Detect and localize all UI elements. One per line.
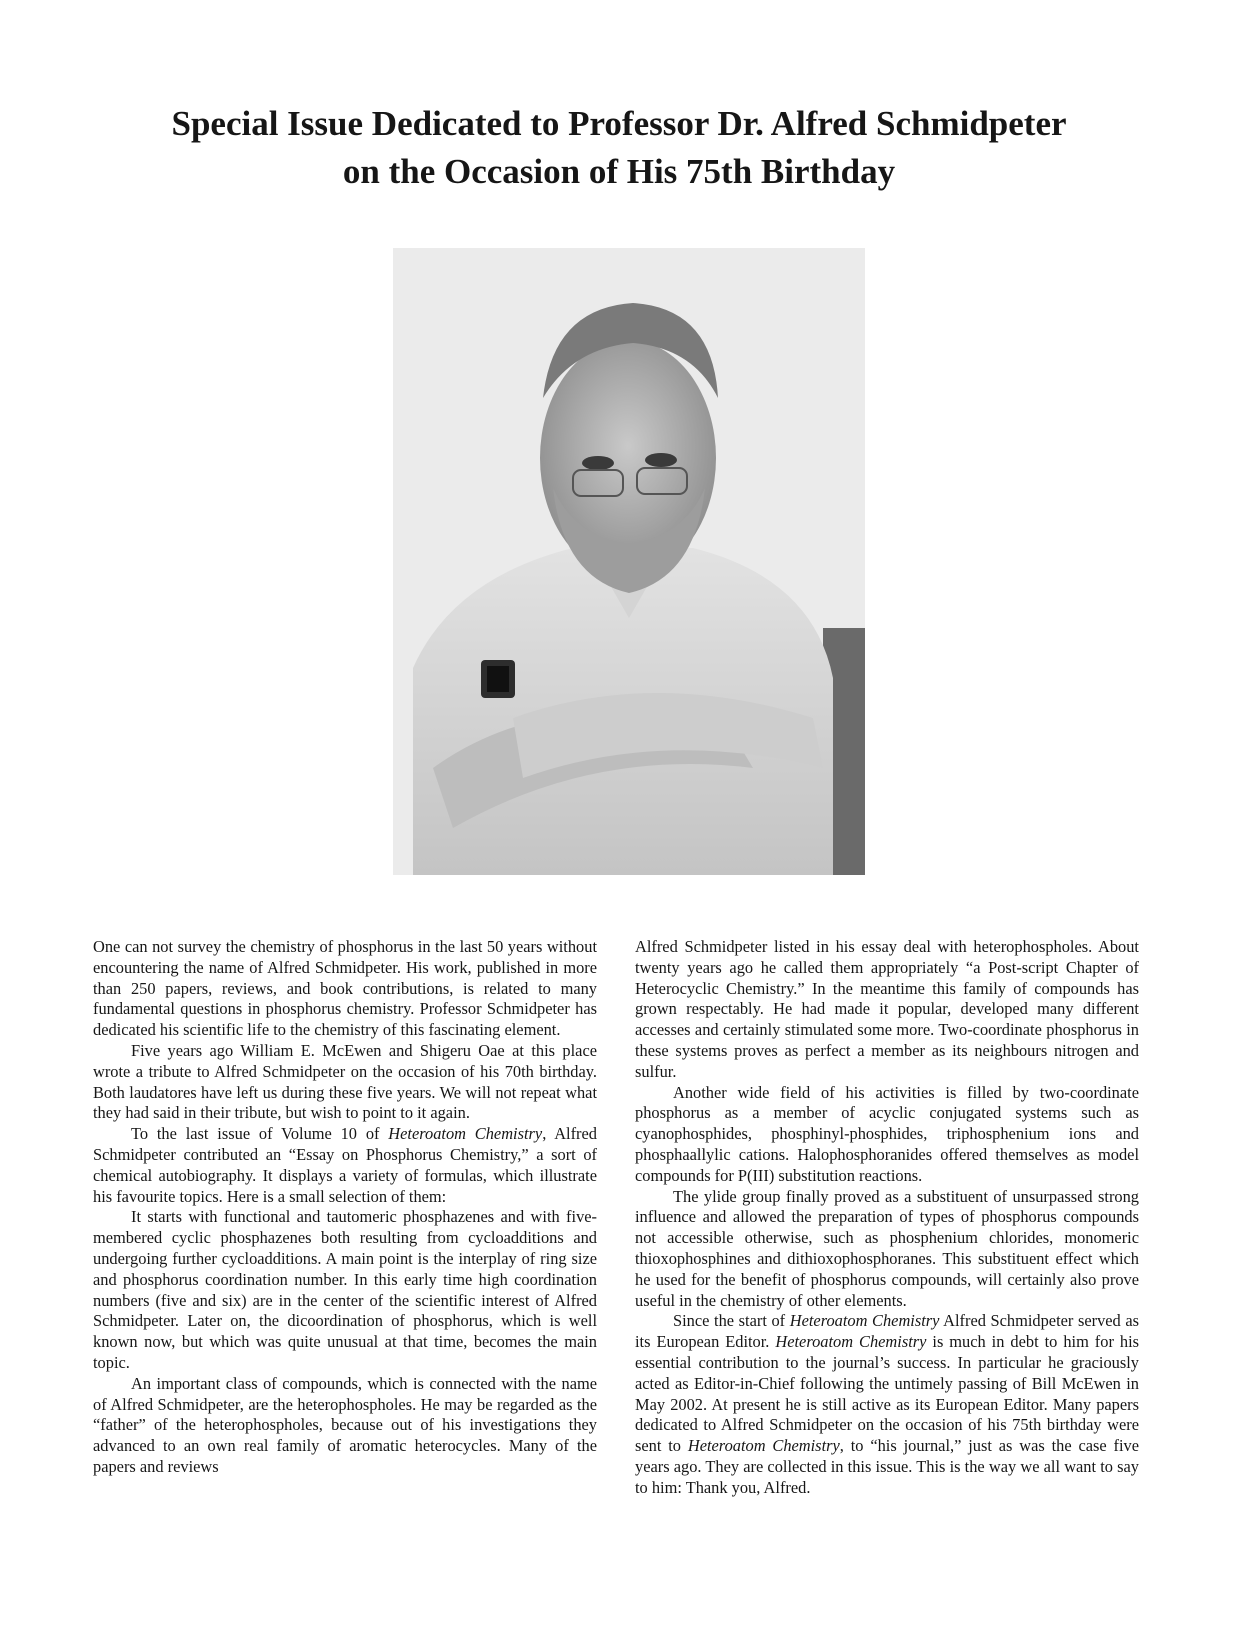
paragraph — [635, 1311, 1139, 1498]
paragraph-text: Alfred Schmidpeter listed in his essay deal with heterophospholes. About twenty years ago he called them appropriately “a Post-script Chapter of Heterocyclic Chemistry.” In the meantime this family of compounds has grown respectably. He had made it popular, developed many different accesses and certainly stimulated some more. Two-coordinate phosphorus in these systems proves as perfect a member as its neighbours nitrogen and sulfur. — [635, 937, 1139, 1081]
paragraph-text: An important class of compounds, which is connected with the name of Alfred Schmidpeter, are the heterophospholes. He may be regarded as the “father” of the heterophospholes, because out of his investigations they advanced to an own real family of aromatic heterocycles. Many of the papers and reviews — [93, 1373, 597, 1476]
title-line-1: Special Issue Dedicated to Professor Dr. Alfred Schmidpeter — [171, 104, 1067, 143]
paragraph — [93, 1041, 597, 1124]
right-column — [635, 937, 1139, 1499]
paragraph — [635, 1187, 1139, 1312]
paragraph — [635, 1083, 1139, 1187]
paragraph — [93, 937, 597, 1041]
paragraph-text: , Alfred Schmidpeter contributed an “Essay on Phosphorus Chemistry,” a sort of chemical autobiography. It displays a variety of formulas, which illustrate his favourite topics. Here is a small selection of them: — [93, 1124, 597, 1206]
paragraph — [93, 1374, 597, 1478]
title-line-2: on the Occasion of His 75th Birthday — [342, 152, 896, 191]
portrait-illustration — [393, 248, 865, 875]
italic-journal-name: Heteroatom Chemistry — [789, 1311, 940, 1331]
italic-journal-name: Heteroatom Chemistry — [687, 1436, 840, 1456]
paragraph-text: One can not survey the chemistry of phosphorus in the last 50 years without encountering the name of Alfred Schmidpeter. His work, published in more than 250 papers, reviews, and book contributions, is related to many fundamental questions in phosphorus chemistry. Professor Schmidpeter has dedicated his scientific life to the chemistry of this fascinating element. — [93, 937, 597, 1040]
italic-journal-name: Heteroatom Chemistry — [775, 1332, 927, 1352]
paragraph-text: Another wide field of his activities is filled by two-coordinate phosphorus as a member of acyclic conjugated systems such as cyanophosphides, phosphinyl-phosphides, triphosphenium ions and phosphaallylic cations. Halophosphoranides offered themselves as model compounds for P(III) substitution reactions. — [635, 1082, 1139, 1185]
paragraph-text: , to “his journal,” just as was the case five years ago. They are collected in this issue. This is the way we all want to say to him: Thank you, Alfred. — [635, 1436, 1139, 1497]
paragraph — [635, 937, 1139, 1083]
paragraph-text: is much in debt to him for his essential contribution to the journal’s success. In particular he graciously acted as Editor-in-Chief following the untimely passing of Bill McEwen in May 2002. At present he is still active as its European Editor. Many papers dedicated to Alfred Schmidpeter on the occasion of his 75th birthday were sent to — [635, 1332, 1139, 1456]
left-column — [93, 937, 597, 1478]
portrait-photo — [393, 248, 865, 875]
paragraph-text: Since the start of — [673, 1311, 790, 1331]
paragraph-text: It starts with functional and tautomeric phosphazenes and with five-membered cyclic phosphazenes both resulting from cycloadditions and undergoing further cycloadditions. A main point is the interplay of ring size and phosphorus coordination number. In this early time high coordination numbers (five and six) are in the center of the scientific interest of Alfred Schmidpeter. Later on, the dicoordination of phosphorus, which is well known now, but which was quite unusual at that time, becomes the main topic. — [93, 1207, 597, 1372]
paragraph-text: Five years ago William E. McEwen and Shigeru Oae at this place wrote a tribute to Alfred Schmidpeter on the occasion of his 70th birthday. Both laudatores have left us during these five years. We will not repeat what they had said in their tribute, but wish to point to it again. — [93, 1040, 597, 1123]
paragraph-text: The ylide group finally proved as a substituent of unsurpassed strong influence and allowed the preparation of types of phosphorus compounds not accessible otherwise, such as phosphenium chlorides, monomeric thioxophosphines and dithioxophosphoranes. This substituent effect which he used for the benefit of phosphorus compounds, will certainly also prove useful in the chemistry of other elements. — [635, 1186, 1139, 1310]
paragraph — [93, 1207, 597, 1373]
paragraph — [93, 1124, 597, 1207]
italic-journal-name: Heteroatom Chemistry — [388, 1124, 543, 1144]
article-title — [60, 100, 1178, 196]
paragraph-text: Alfred Schmidpeter served as its European Editor. — [635, 1311, 1140, 1352]
paragraph-text: To the last issue of Volume 10 of — [131, 1124, 389, 1144]
